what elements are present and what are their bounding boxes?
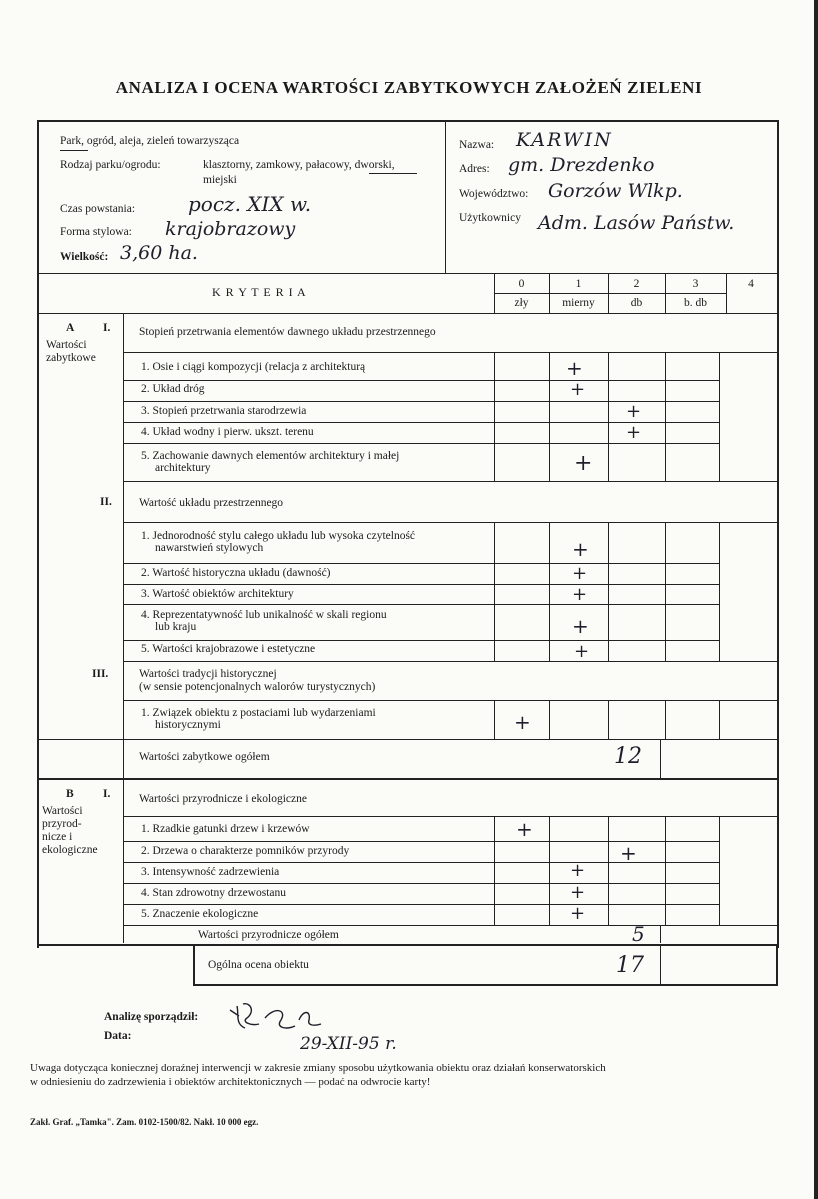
grid-v <box>665 352 666 481</box>
mark-row-13: + <box>620 841 637 865</box>
col-line-4-head <box>726 273 727 313</box>
col2-label: db <box>630 297 643 309</box>
groupB-title: Wartości przyrodnicze i ekologiczne <box>139 793 307 805</box>
kryteria-header: K R Y T E R I A <box>212 285 307 299</box>
grid-v <box>665 522 666 661</box>
grid-v <box>719 522 720 661</box>
row-16-label: 5. Znaczenie ekologiczne <box>141 908 259 920</box>
col3-num: 3 <box>692 278 699 290</box>
grid-v <box>608 816 609 925</box>
row-5-label: 5. Zachowanie dawnych elementów architektury i małej <box>141 450 400 462</box>
totalB-value: 5 <box>632 922 645 946</box>
totalB-label: Wartości przyrodnicze ogółem <box>198 929 339 941</box>
adres-label: Adres: <box>459 163 490 175</box>
row-line <box>123 481 777 482</box>
rodzaj-label: Rodzaj parku/ogrodu: <box>60 159 161 171</box>
sectionA-bottom <box>38 778 777 780</box>
sectionB-label-1: Wartości <box>42 805 83 817</box>
col-header-bottom <box>38 313 777 314</box>
row-line <box>123 563 719 564</box>
nazwa-label: Nazwa: <box>459 139 495 151</box>
mark-row-10: + <box>574 641 590 662</box>
col3-label: b. db <box>684 297 707 309</box>
grid-v <box>719 816 720 925</box>
uwaga-line-1: Uwaga dotycząca koniecznej doraźnej interwencji w zakresie zmiany sposobu użytkowania obiektu oraz działań konserwatorskich <box>30 1062 606 1074</box>
nazwa-value: KARWIN <box>516 129 613 151</box>
row-5-label-2: architektury <box>155 462 211 474</box>
grid-v <box>549 352 550 481</box>
mark-row-9: + <box>572 614 589 638</box>
row-13-label: 2. Drzewa o charakterze pomników przyrody <box>141 845 350 857</box>
uwaga-line-2: w odniesieniu do zadrzewienia i obiektów architektonicznych — podać na odwrocie karty! <box>30 1076 431 1088</box>
row-line <box>123 904 719 905</box>
row-3-label: 3. Stopień przetrwania starodrzewia <box>141 405 307 417</box>
groupB-line <box>123 816 777 817</box>
sectionA-roman: I. <box>103 322 111 334</box>
col-line-2-head <box>608 273 609 313</box>
sectionB-label-3: nicze i <box>42 831 73 843</box>
groupIII-roman: III. <box>92 668 109 680</box>
mark-row-5: + <box>574 451 593 476</box>
header-divider <box>445 121 446 273</box>
mark-row-16: + <box>570 903 586 924</box>
row-9-label-2: lub kraju <box>155 621 197 633</box>
grid-v <box>549 700 550 739</box>
wojewodztwo-label: Województwo: <box>459 188 529 200</box>
mark-row-15: + <box>570 882 586 903</box>
totalB-v <box>660 925 661 943</box>
wojewodztwo-value: Gorzów Wlkp. <box>548 180 683 202</box>
grid-v <box>665 700 666 739</box>
uzytkownicy-label: Użytkownicy <box>459 212 521 224</box>
row-line <box>123 604 719 605</box>
park-label: Park, ogród, aleja, zieleń towarzysząca <box>60 135 240 147</box>
header-bottom-line <box>38 273 777 274</box>
row-14-label: 3. Intensywność zadrzewienia <box>141 866 280 878</box>
mark-row-11: + <box>514 710 531 734</box>
col0-label: zły <box>514 297 529 309</box>
row-7-label: 2. Wartość historyczna układu (dawność) <box>141 567 331 579</box>
groupII-title: Wartość układu przestrzennego <box>139 497 284 509</box>
row-11-label: 1. Związek obiektu z postaciami lub wydarzeniami <box>141 707 376 719</box>
totalA-label: Wartości zabytkowe ogółem <box>139 751 270 763</box>
grid-v <box>494 700 495 739</box>
row-4-label: 4. Układ wodny i pierw. ukszt. terenu <box>141 426 314 438</box>
groupIII-title-2: (w sensie potencjonalnych walorów turystycznych) <box>139 681 376 693</box>
row-8-label: 3. Wartość obiektów architektury <box>141 588 294 600</box>
col1-num: 1 <box>575 278 582 290</box>
sectionB-label-4: ekologiczne <box>42 844 98 856</box>
page-title: ANALIZA I OCENA WARTOŚCI ZABYTKOWYCH ZAŁOŻEŃ ZIELENI <box>115 78 703 97</box>
grid-v <box>494 352 495 481</box>
groupII-line <box>123 522 777 523</box>
grid-v <box>719 700 720 739</box>
grid-v <box>665 816 666 925</box>
row-10-label: 5. Wartości krajobrazowe i estetyczne <box>141 643 316 655</box>
row-line <box>123 584 719 585</box>
page-edge <box>814 0 818 1199</box>
row-line <box>123 883 719 884</box>
sectionA-letter: A <box>66 322 75 334</box>
row-line <box>123 443 719 444</box>
totalA-value: 12 <box>614 744 642 769</box>
row-9-label: 4. Reprezentatywność lub unikalność w skali regionu <box>141 609 387 621</box>
printer-info: Zakł. Graf. „Tamka". Zam. 0102-1500/82. Nakł. 10 000 egz. <box>30 1117 259 1127</box>
col-line-3-head <box>665 273 666 313</box>
row-line <box>123 640 719 641</box>
row-11-label-2: historycznymi <box>155 719 221 731</box>
analize-label: Analizę sporządził: <box>104 1011 199 1023</box>
mark-row-3: + <box>626 401 642 422</box>
data-label: Data: <box>104 1030 132 1042</box>
row-15-label: 4. Stan zdrowotny drzewostanu <box>141 887 286 899</box>
mark-row-8: + <box>572 584 588 605</box>
row-12-label: 1. Rzadkie gatunki drzew i krzewów <box>141 823 310 835</box>
grid-v <box>494 816 495 925</box>
col4-num: 4 <box>748 278 754 290</box>
totalA-v <box>660 739 661 778</box>
mark-row-4: + <box>626 422 642 443</box>
park-underline <box>60 150 88 151</box>
row-6-label-2: nawarstwień stylowych <box>155 542 264 554</box>
col2-num: 2 <box>633 278 640 290</box>
grid-v <box>494 522 495 661</box>
grid-v <box>608 700 609 739</box>
mark-row-7: + <box>572 563 588 584</box>
mark-row-14: + <box>570 860 586 881</box>
grid-v <box>608 522 609 661</box>
forma-label: Forma stylowa: <box>60 226 132 238</box>
groupI-line <box>123 352 777 353</box>
row-line <box>123 925 777 926</box>
overall-value: 17 <box>616 953 644 978</box>
adres-value: gm. Drezdenko <box>508 154 655 176</box>
grid-v <box>549 522 550 661</box>
grid-v <box>719 352 720 481</box>
mark-row-6: + <box>572 537 589 561</box>
row-line <box>123 380 719 381</box>
groupIII-line <box>123 700 777 701</box>
row-2-label: 2. Układ dróg <box>141 383 205 395</box>
row-1-label: 1. Osie i ciągi kompozycji (relacja z architekturą <box>141 361 366 373</box>
groupII-roman: II. <box>100 496 112 508</box>
section-divider <box>123 313 124 943</box>
groupIII-title-1: Wartości tradycji historycznej <box>139 668 277 680</box>
col0-num: 0 <box>518 278 525 290</box>
mark-row-2: + <box>570 379 586 400</box>
groupIII-bottom <box>38 739 777 740</box>
sectionA-label-2: zabytkowe <box>46 352 96 364</box>
grid-v <box>549 816 550 925</box>
sectionB-label-2: przyrod- <box>42 818 82 830</box>
row-line <box>123 661 777 662</box>
overall-label: Ogólna ocena obiektu <box>208 959 309 971</box>
col1-label: mierny <box>562 297 595 309</box>
rodzaj-options: klasztorny, zamkowy, pałacowy, dworski, <box>203 159 395 171</box>
uzytkownicy-value: Adm. Lasów Państw. <box>538 212 735 234</box>
col-mid-line <box>494 293 726 294</box>
wielkosc-value: 3,60 ha. <box>120 242 198 264</box>
grid-v <box>608 352 609 481</box>
czas-label: Czas powstania: <box>60 203 136 215</box>
mark-row-12: + <box>516 817 533 841</box>
sectionB-letter: B <box>66 788 74 800</box>
sectionB-roman: I. <box>103 788 111 800</box>
groupI-title: Stopień przetrwania elementów dawnego układu przestrzennego <box>139 326 436 338</box>
mark-row-1: + <box>566 356 583 380</box>
rodzaj-options-2: miejski <box>203 174 237 186</box>
col-line-1-head <box>549 273 550 313</box>
wielkosc-label: Wielkość: <box>60 251 109 263</box>
czas-value: pocz. XIX w. <box>188 192 312 216</box>
forma-value: krajobrazowy <box>165 218 296 240</box>
overall-v <box>660 944 661 986</box>
dworski-underline <box>369 173 417 174</box>
row-6-label: 1. Jednorodność stylu całego układu lub wysoka czytelność <box>141 530 416 542</box>
data-value: 29-XII-95 r. <box>300 1034 397 1054</box>
sectionA-label-1: Wartości <box>46 339 87 351</box>
